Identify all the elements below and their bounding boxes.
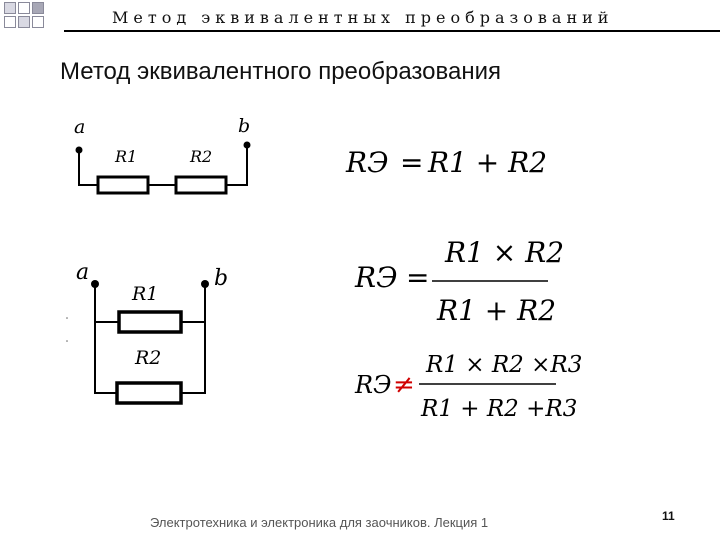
formula-series-rhs: R1 + R2 — [428, 146, 548, 179]
formula-wrong-numerator: R1 × R2 ×R3 — [426, 352, 583, 378]
formula-wrong-not-equal: ≠ — [393, 370, 415, 400]
formula-parallel-denominator: R1 + R2 — [437, 294, 557, 327]
footer-caption: Электротехника и электроника для заочников. Лекция 1 — [150, 515, 489, 530]
parallel-resistor-r2 — [117, 383, 181, 403]
parallel-circuit — [66, 260, 228, 403]
parallel-r2-label: R2 — [135, 347, 162, 369]
parallel-wire-right — [181, 284, 205, 393]
formula-series-lhs: RЭ — [346, 146, 389, 179]
parallel-terminal-a: a — [76, 260, 90, 285]
page-number: 11 — [662, 509, 675, 523]
series-terminal-a: a — [74, 116, 86, 138]
formula-wrong-denominator: R1 + R2 +R3 — [421, 396, 578, 422]
formula-parallel-lhs: RЭ — [355, 261, 398, 294]
formula-series — [345, 146, 547, 179]
formula-parallel-numerator: R1 × R2 — [445, 236, 565, 269]
formula-wrong — [354, 352, 582, 422]
slide-title: Метод эквивалентного преобразования — [60, 58, 501, 85]
running-header: Метод эквивалентных преобразований — [112, 8, 614, 27]
parallel-terminal-b: b — [214, 266, 229, 291]
formula-parallel — [354, 236, 564, 327]
series-r2-label: R2 — [190, 147, 213, 166]
series-terminal-b: b — [238, 115, 251, 137]
series-wire-right — [226, 145, 247, 185]
formula-series-equals: = — [400, 146, 424, 179]
series-resistor-r1 — [98, 177, 148, 193]
series-wire-left — [79, 150, 98, 185]
parallel-wire-left — [95, 284, 117, 393]
formula-wrong-lhs: RЭ — [355, 371, 392, 399]
series-r1-label: R1 — [115, 147, 138, 166]
formula-parallel-equals: = — [406, 261, 430, 294]
parallel-r1-label: R1 — [132, 283, 159, 305]
parallel-resistor-r1 — [119, 312, 181, 332]
series-resistor-r2 — [176, 177, 226, 193]
series-circuit — [74, 115, 251, 193]
